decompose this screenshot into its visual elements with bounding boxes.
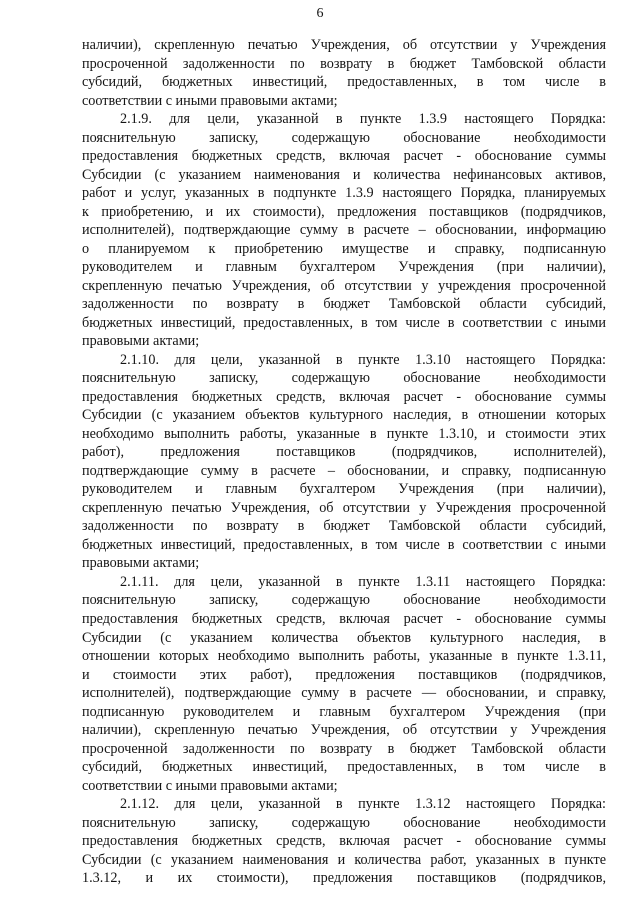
text-line: субсидий, бюджетных инвестиций, предоставленных, в том числе в: [82, 74, 606, 91]
text-line: и стоимости этих работ), предложения поставщиков (подрядчиков,: [82, 666, 606, 683]
document-body: [82, 36, 606, 888]
text-line: субсидий, бюджетных инвестиций, предоставленных, в том числе в: [82, 759, 606, 776]
paragraph-p1: [82, 110, 606, 351]
text-line: просроченной задолженности по возврату в бюджет Тамбовской области: [82, 55, 606, 72]
paragraph-p4: [82, 795, 606, 888]
text-line: Субсидии (с указанием наименования и количества работ, указанных в пункте: [82, 851, 606, 868]
text-line: подписанную руководителем и главным бухгалтером Учреждения (при: [82, 703, 606, 720]
text-line: к приобретению, и их стоимости), предложения поставщиков (подрядчиков,: [82, 203, 606, 220]
paragraph-p3: [82, 573, 606, 795]
text-line: Субсидии (с указанием количества объектов культурного наследия, в: [82, 629, 606, 646]
text-line: 2.1.10. для цели, указанной в пункте 1.3.10 настоящего Порядка:: [120, 351, 606, 368]
text-line: руководителем и главным бухгалтером Учреждения (при наличии),: [82, 481, 606, 498]
text-line: предоставления бюджетных средств, включая расчет - обоснование суммы: [82, 148, 606, 165]
text-line: скрепленную печатью Учреждения, об отсутствии у Учреждения просроченной: [82, 499, 606, 516]
text-line: правовыми актами;: [82, 333, 200, 350]
text-line: отношении которых необходимо выполнить работы, указанные в пункте 1.3.11,: [82, 648, 606, 665]
text-line: просроченной задолженности по возврату в бюджет Тамбовской области: [82, 740, 606, 757]
text-line: исполнителей), подтверждающие сумму в расчете – обосновании, информацию: [82, 222, 606, 239]
text-line: наличии), скрепленную печатью Учреждения, об отсутствии у Учреждения: [82, 37, 606, 53]
paragraph-p2: [82, 351, 606, 573]
text-line: Субсидии (с указанием объектов культурного наследия, в отношении которых: [82, 407, 606, 424]
text-line: задолженности по возврату в бюджет Тамбовской области субсидий,: [82, 518, 606, 535]
text-line: предоставления бюджетных средств, включая расчет - обоснование суммы: [82, 610, 606, 627]
text-line: соответствии с иными правовыми актами;: [82, 777, 338, 794]
text-line: 2.1.11. для цели, указанной в пункте 1.3.11 настоящего Порядка:: [120, 573, 606, 590]
text-line: наличии), скрепленную печатью Учреждения, об отсутствии у Учреждения: [82, 722, 606, 739]
text-line: работ), предложения поставщиков (подрядчиков, исполнителей),: [82, 444, 606, 461]
text-line: бюджетных инвестиций, предоставленных, в том числе в соответствии с иными: [82, 314, 606, 331]
text-line: работ и услуг, указанных в подпункте 1.3.9 настоящего Порядка, планируемых: [82, 185, 606, 202]
text-line: пояснительную записку, содержащую обоснование необходимости: [82, 814, 606, 831]
page-number: 6: [316, 6, 324, 21]
text-line: пояснительную записку, содержащую обоснование необходимости: [82, 370, 606, 387]
text-line: соответствии с иными правовыми актами;: [82, 92, 338, 109]
text-line: задолженности по возврату в бюджет Тамбовской области субсидий,: [82, 296, 606, 313]
text-line: предоставления бюджетных средств, включая расчет - обоснование суммы: [82, 833, 606, 850]
text-line: исполнителей), подтверждающие сумму в расчете — обосновании, и справку,: [82, 685, 606, 702]
text-line: руководителем и главным бухгалтером Учреждения (при наличии),: [82, 259, 606, 276]
text-line: скрепленную печатью Учреждения, об отсутствии у учреждения просроченной: [82, 277, 606, 294]
text-line: необходимо выполнить работы, указанные в пункте 1.3.10, и стоимости этих: [82, 425, 606, 442]
text-line: 2.1.12. для цели, указанной в пункте 1.3.12 настоящего Порядка:: [120, 796, 606, 813]
paragraph-p0: [82, 36, 606, 110]
text-line: 1.3.12, и их стоимости), предложения поставщиков (подрядчиков,: [82, 870, 606, 887]
text-line: пояснительную записку, содержащую обоснование необходимости: [82, 592, 606, 609]
text-line: правовыми актами;: [82, 555, 200, 572]
text-line: пояснительную записку, содержащую обоснование необходимости: [82, 129, 606, 146]
text-line: бюджетных инвестиций, предоставленных, в том числе в соответствии с иными: [82, 536, 606, 553]
text-line: 2.1.9. для цели, указанной в пункте 1.3.9 настоящего Порядка:: [120, 111, 606, 128]
text-line: о планируемом к приобретению имуществе и справку, подписанную: [82, 240, 606, 257]
text-line: Субсидии (с указанием наименования и количества нефинансовых активов,: [82, 166, 606, 183]
text-line: подтверждающие сумму в расчете – обосновании, и справку, подписанную: [82, 462, 606, 479]
text-line: предоставления бюджетных средств, включая расчет - обоснование суммы: [82, 388, 606, 405]
